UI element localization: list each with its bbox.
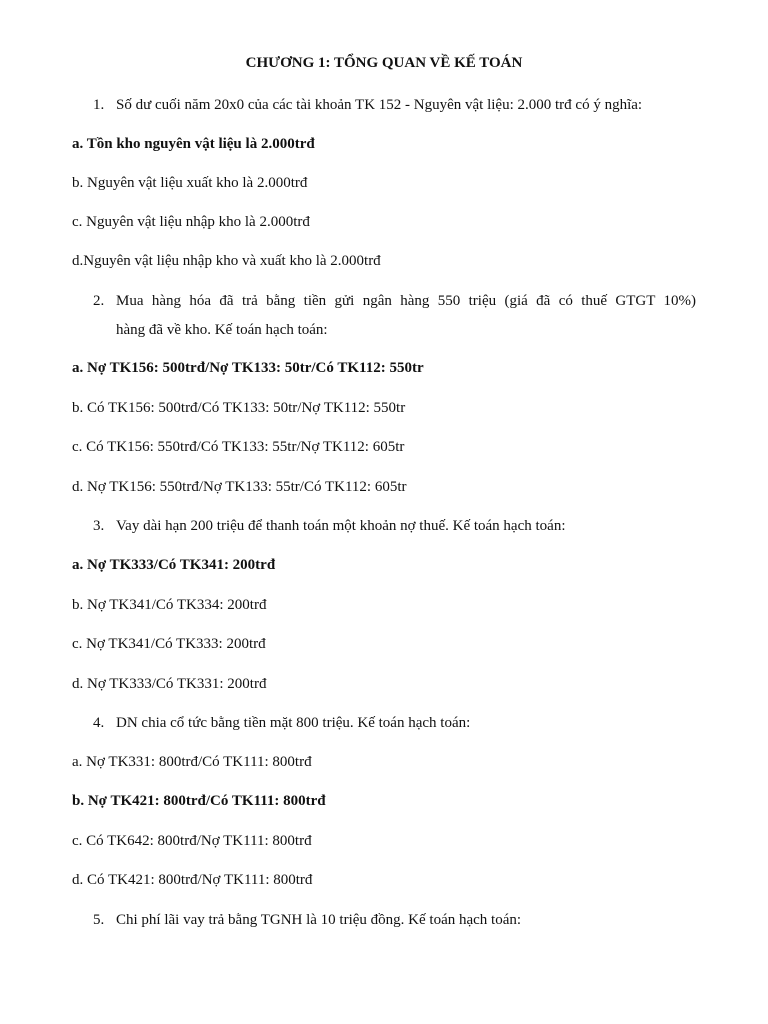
q3-option-d: d. Nợ TK333/Có TK331: 200trđ	[72, 676, 267, 692]
question-2	[93, 287, 696, 345]
question-number: 3.	[93, 518, 105, 534]
question-text: Mua hàng hóa đã trả bằng tiền gửi ngân hàng 550 triệu (giá đã có thuế GTGT 10%)	[116, 293, 696, 309]
question-text: Vay dài hạn 200 triệu để thanh toán một khoản nợ thuế. Kế toán hạch toán:	[116, 518, 566, 534]
question-number: 1.	[93, 97, 105, 113]
q3-option-a: a. Nợ TK333/Có TK341: 200trđ	[72, 557, 276, 573]
q1-option-d: d.Nguyên vật liệu nhập kho và xuất kho là 2.000trđ	[72, 253, 381, 269]
question-number: 2.	[93, 293, 105, 309]
q4-option-c: c. Có TK642: 800trđ/Nợ TK111: 800trđ	[72, 833, 312, 849]
question-number: 5.	[93, 912, 105, 928]
chapter-title: CHƯƠNG 1: TỔNG QUAN VỀ KẾ TOÁN	[245, 55, 523, 71]
question-5	[93, 906, 696, 935]
q1-option-c: c. Nguyên vật liệu nhập kho là 2.000trđ	[72, 214, 310, 230]
question-text: Chi phí lãi vay trả bằng TGNH là 10 triệu đồng. Kế toán hạch toán:	[116, 912, 522, 928]
q2-option-a: a. Nợ TK156: 500trđ/Nợ TK133: 50tr/Có TK112: 550tr	[72, 360, 424, 376]
q3-option-c: c. Nợ TK341/Có TK333: 200trđ	[72, 636, 266, 652]
q4-option-b: b. Nợ TK421: 800trđ/Có TK111: 800trđ	[72, 793, 326, 809]
q2-option-b: b. Có TK156: 500trđ/Có TK133: 50tr/Nợ TK112: 550tr	[72, 400, 406, 416]
question-1	[93, 91, 696, 120]
q2-option-d: d. Nợ TK156: 550trđ/Nợ TK133: 55tr/Có TK112: 605tr	[72, 479, 407, 495]
q2-option-c: c. Có TK156: 550trđ/Có TK133: 55tr/Nợ TK112: 605tr	[72, 439, 405, 455]
q1-option-a: a. Tồn kho nguyên vật liệu là 2.000trđ	[72, 136, 315, 152]
q3-option-b: b. Nợ TK341/Có TK334: 200trđ	[72, 597, 267, 613]
q4-option-a: a. Nợ TK331: 800trđ/Có TK111: 800trđ	[72, 754, 312, 770]
q1-option-b: b. Nguyên vật liệu xuất kho là 2.000trđ	[72, 175, 308, 191]
q4-option-d: d. Có TK421: 800trđ/Nợ TK111: 800trđ	[72, 872, 313, 888]
question-number: 4.	[93, 715, 105, 731]
question-4	[93, 709, 696, 738]
question-text: Số dư cuối năm 20x0 của các tài khoản TK 152 - Nguyên vật liệu: 2.000 trđ có ý nghĩa:	[116, 97, 643, 113]
question-2-line1	[93, 287, 696, 316]
question-3	[93, 512, 696, 541]
question-text: DN chia cổ tức bằng tiền mặt 800 triệu. Kế toán hạch toán:	[116, 715, 471, 731]
question-text-continued: hàng đã về kho. Kế toán hạch toán:	[116, 322, 328, 338]
